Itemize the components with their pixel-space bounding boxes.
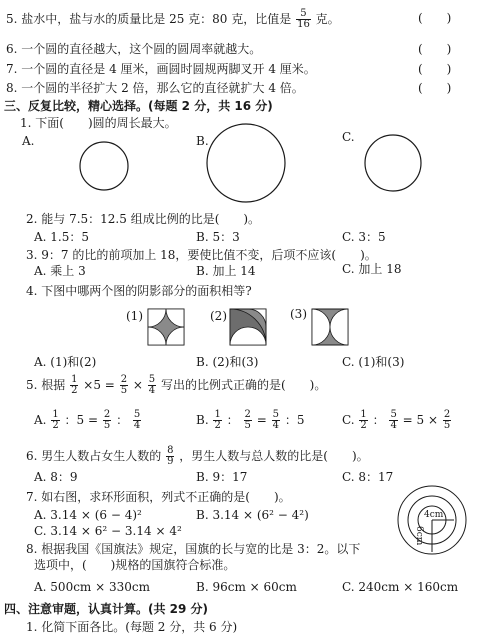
s3-q6-option-a[interactable]: A. 8：9 [34,470,78,484]
s3-q3-stem: 3. 9：7 的比的前项加上 18，要使比值不变，后项不应该( )。 [26,248,377,262]
s3-q4-stem: 4. 下图中哪两个图的阴影部分的面积相等? [26,284,252,298]
s3-q4-option-b[interactable]: B. (2)和(3) [196,355,259,369]
section3-title: 三、反复比较，精心选择。(每题 2 分，共 16 分) [4,99,273,113]
s3-q6-option-b[interactable]: B. 9：17 [196,470,248,484]
circle-b [207,124,285,202]
square-1 [148,309,184,345]
s3-q4-label-3: (3) [290,307,307,321]
s3-q1-option-b[interactable]: B. [196,134,209,148]
s3-q6-stem: 6. 男生人数占女生人数的 $\frac{8}{9}$ ，男生人数与总人数的比是( )。 [26,445,369,467]
answer-paren-q7[interactable]: ( ) [418,62,452,76]
fraction-5-16: $\frac{5}{16}$ [297,8,310,30]
answer-paren-q5[interactable]: ( ) [418,11,452,25]
s3-q2-option-c[interactable]: C. 3：5 [342,230,386,244]
s3-q4-label-2: (2) [210,309,227,323]
s3-q5-option-b[interactable]: B. $\frac{1}{2}$ ： $\frac{2}{5}$ = $\frac{5}{4}$ ：5 [196,409,305,431]
circle-a [80,142,128,190]
s3-q8-option-a[interactable]: A. 500cm × 330cm [34,580,150,594]
ring-label-outer: 6cm [414,526,424,546]
judge-q8: 8. 一个圆的半径扩大 2 倍，那么它的直径就扩大 4 倍。 [6,81,304,95]
s3-q8-stem2: 选项中，( )规格的国旗符合标准。 [34,558,236,572]
s3-q1-option-c[interactable]: C. [342,130,355,144]
shaded-squares-figure [0,305,481,355]
s3-q2-option-a[interactable]: A. 1.5：5 [34,230,90,244]
s3-q3-option-b[interactable]: B. 加上 14 [196,264,256,278]
s3-q8-option-b[interactable]: B. 96cm × 60cm [196,580,297,594]
fraction-5-4: $\frac{5}{4}$ [148,374,156,396]
s3-q7-option-b[interactable]: B. 3.14 × (6² − 4²) [196,508,309,522]
square-3 [312,309,348,345]
circle-c [365,135,421,191]
fraction-8-9: $\frac{8}{9}$ [167,445,174,467]
s3-q5-stem: 5. 根据 $\frac{1}{2}$ ×5 = $\frac{2}{5}$ × $\frac{5}{4}$ 写出的比例式正确的是( )。 [26,374,327,396]
fraction-2-5: $\frac{2}{5}$ [120,374,128,396]
s3-q4-option-c[interactable]: C. (1)和(3) [342,355,405,369]
answer-paren-q6[interactable]: ( ) [418,42,452,56]
s3-q7-option-a[interactable]: A. 3.14 × (6 − 4)² [34,508,142,522]
s3-q2-option-b[interactable]: B. 5：3 [196,230,240,244]
answer-paren-q8[interactable]: ( ) [418,81,452,95]
s3-q3-option-c[interactable]: C. 加上 18 [342,262,402,276]
s3-q1-stem: 1. 下面( )圆的周长最大。 [20,116,177,130]
judge-q7: 7. 一个圆的直径是 4 厘米，画圆时圆规两脚叉开 4 厘米。 [6,62,316,76]
s3-q8-stem: 8. 根据我国《国旗法》规定，国旗的长与宽的比是 3：2。以下 [26,542,361,556]
judge-q5: 5. 盐水中，盐与水的质量比是 25 克：80 克，比值是 $\frac{5}{16}$ 克。 [6,8,340,30]
judge-q6: 6. 一个圆的直径越大，这个圆的圆周率就越大。 [6,42,262,56]
ring-label-inner: 4cm [424,510,444,520]
s3-q2-stem: 2. 能与 7.5：12.5 组成比例的比是( )。 [26,212,261,226]
s3-q7-option-c[interactable]: C. 3.14 × 6² − 3.14 × 4² [34,524,182,538]
s4-q1-stem: 1. 化简下面各比。(每题 2 分，共 6 分) [26,620,238,634]
s3-q3-option-a[interactable]: A. 乘上 3 [34,264,86,278]
fraction-1-2: $\frac{1}{2}$ [71,374,78,396]
s3-q6-option-c[interactable]: C. 8：17 [342,470,394,484]
square-2 [230,309,266,345]
circles-figure [0,120,481,210]
s3-q1-option-a[interactable]: A. [22,134,35,148]
s3-q4-option-a[interactable]: A. (1)和(2) [34,355,97,369]
ring-figure [396,484,476,564]
s3-q8-option-c[interactable]: C. 240cm × 160cm [342,580,459,594]
s3-q5-option-c[interactable]: C. $\frac{1}{2}$ ： $\frac{5}{4}$ = 5 × $\frac{2}{5}$ [342,409,451,431]
section4-title: 四、注意审题，认真计算。(共 29 分) [4,602,209,616]
s3-q4-label-1: (1) [126,309,143,323]
s3-q5-option-a[interactable]: A. $\frac{1}{2}$ ：5 = $\frac{2}{5}$ ： $\frac{5}{4}$ [34,409,141,431]
s3-q7-stem: 7. 如右图，求环形面积，列式不正确的是( )。 [26,490,291,504]
